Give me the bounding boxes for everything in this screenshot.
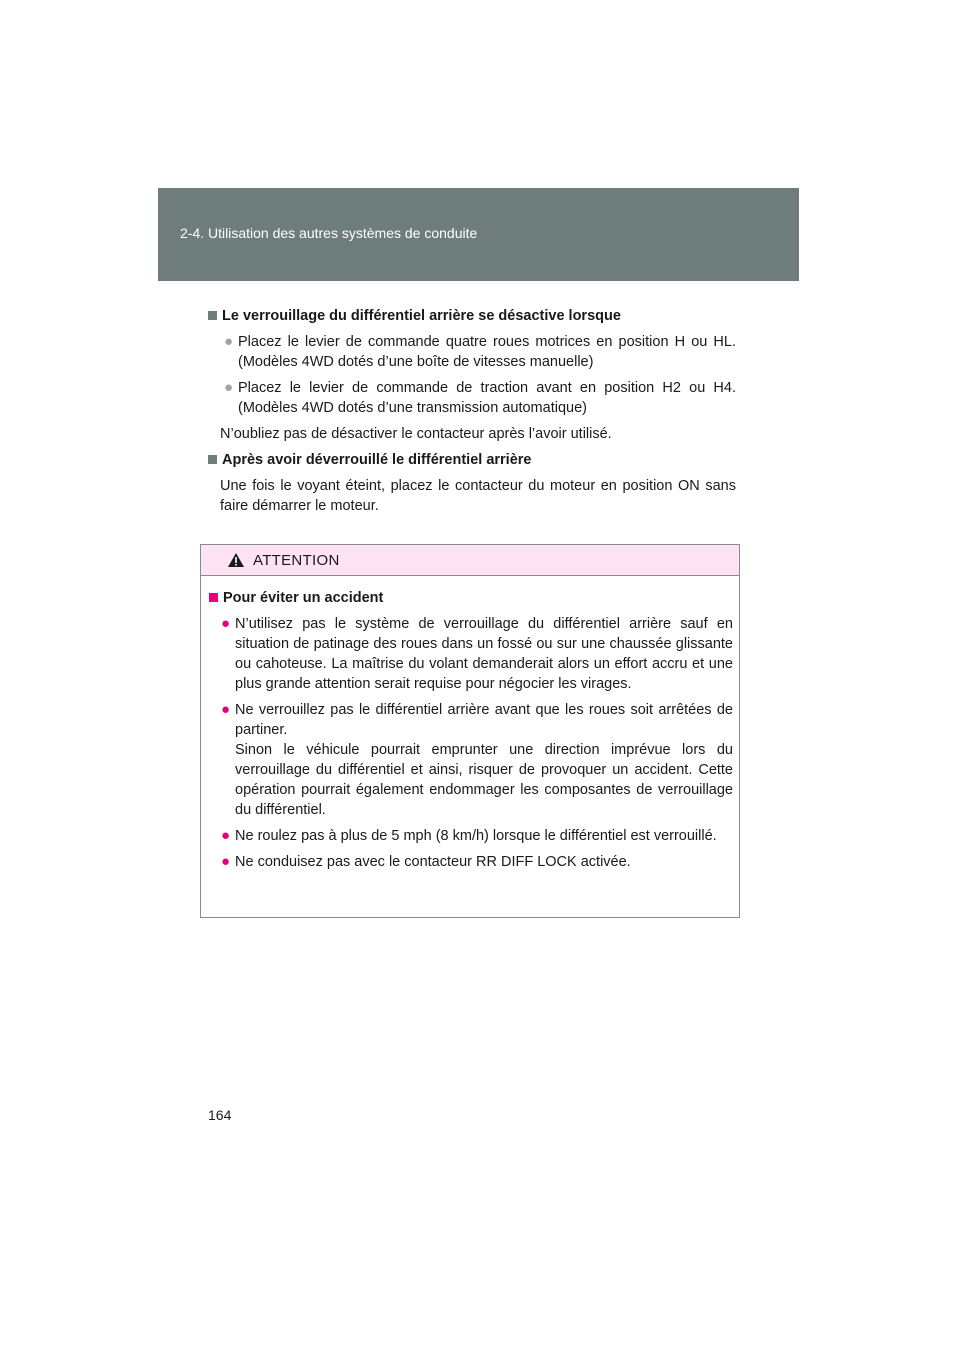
warning-header: [201, 545, 739, 576]
list-item: ● Placez le levier de commande de traction avant en position H2 ou H4. (Modèles 4WD dotés d’une transmission automatique): [224, 379, 736, 416]
section-title: 2-4. Utilisation des autres systèmes de conduite: [180, 225, 478, 241]
circle-bullet-icon: ●: [224, 379, 234, 396]
list-item: ● Ne conduisez pas avec le contacteur RR DIFF LOCK activée.: [221, 853, 631, 870]
main-content: [208, 306, 736, 522]
section-heading: Après avoir déverrouillé le différentiel arrière: [208, 450, 736, 470]
list-item: ● Ne roulez pas à plus de 5 mph (8 km/h) lorsque le différentiel est verrouillé.: [221, 827, 717, 844]
circle-bullet-icon: ●: [221, 853, 231, 870]
header-band: [158, 188, 799, 281]
body-text: Une fois le voyant éteint, placez le contacteur du moteur en position ON sans faire démarrer le moteur.: [220, 478, 736, 514]
page-number: 164: [208, 1107, 232, 1123]
square-bullet-icon: [208, 455, 217, 464]
square-bullet-icon: [209, 593, 218, 602]
circle-bullet-icon: ●: [221, 615, 231, 632]
list-item: ● N’utilisez pas le système de verrouillage du différentiel arrière sauf en situation de patinage des roues dans un fossé ou sur une chaussée glissante ou cahoteuse. La maîtrise du volant demanderait alors un effort accru et une plus grande attention serait requise pour négocier les virages.: [221, 615, 733, 692]
list-item: ● Placez le levier de commande quatre roues motrices en position H ou HL. (Modèles 4WD dotés d’une boîte de vitesses manuelle): [224, 333, 736, 370]
circle-bullet-icon: ●: [221, 701, 231, 718]
warning-label: ATTENTION: [253, 551, 340, 569]
circle-bullet-icon: ●: [224, 333, 234, 350]
warning-triangle-icon: [227, 552, 245, 568]
warning-body: [201, 576, 739, 872]
warning-heading: Pour éviter un accident: [209, 588, 733, 608]
warning-box: [200, 544, 740, 918]
note-text: N’oubliez pas de désactiver le contacteur après l’avoir utilisé.: [220, 426, 612, 442]
list-item: ● Ne verrouillez pas le différentiel arrière avant que les roues soit arrêtées de partiner.: [221, 701, 733, 738]
square-bullet-icon: [208, 311, 217, 320]
list-item-continuation: Sinon le véhicule pourrait emprunter une direction imprévue lors du verrouillage du différentiel et ainsi, risquer de provoquer un accident. Cette opération pourrait également endommager les composantes de verrouillage du différentiel.: [235, 742, 733, 818]
circle-bullet-icon: ●: [221, 827, 231, 844]
section-heading: Le verrouillage du différentiel arrière se désactive lorsque: [208, 306, 736, 326]
